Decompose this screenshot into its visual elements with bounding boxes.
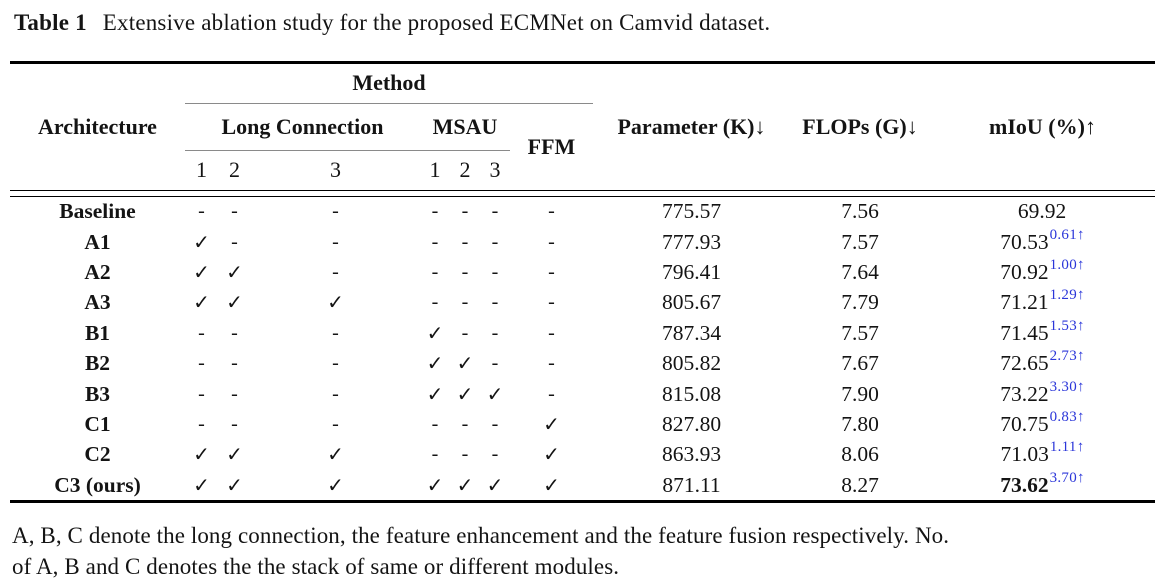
- miou-gain: 3.30↑: [1049, 378, 1085, 395]
- miou-value: 70.92: [1000, 259, 1049, 284]
- mark-cell: ✓: [456, 474, 474, 497]
- flops-cell: 7.56: [841, 199, 879, 224]
- miou-cell: [930, 409, 1155, 439]
- mark-cell: -: [198, 412, 205, 435]
- mark-cell: -: [548, 230, 555, 253]
- mark-cell: -: [431, 260, 439, 283]
- miou-value: 73.62: [1000, 472, 1049, 497]
- mark-cell: -: [461, 412, 469, 435]
- architecture-cell: C2: [84, 442, 111, 467]
- table-row: [10, 379, 1155, 409]
- mark-cell: -: [548, 291, 555, 314]
- mark-cell: ✓: [543, 413, 560, 436]
- miou-gain: 1.29↑: [1049, 287, 1085, 304]
- mark-cell: -: [491, 200, 499, 223]
- header-lc-subcol-1: 1: [196, 157, 207, 182]
- mark-cell: -: [198, 200, 205, 223]
- mark-cell: -: [491, 321, 499, 344]
- header-parameter: Parameter (K)↓: [617, 113, 766, 139]
- miou-gain: 1.53↑: [1049, 317, 1085, 334]
- flops-cell: 7.90: [841, 381, 879, 406]
- miou-cell: [930, 379, 1155, 409]
- mark-cell: ✓: [426, 474, 444, 497]
- flops-cell: 7.64: [841, 259, 879, 284]
- mark-cell: -: [491, 412, 499, 435]
- mark-cell: ✓: [193, 261, 210, 284]
- mark-cell: -: [231, 230, 238, 253]
- parameter-cell: 777.93: [661, 229, 722, 254]
- table-footnote: [12, 520, 1163, 582]
- mark-cell: -: [461, 321, 469, 344]
- header-flops: FLOPs (G)↓: [802, 113, 918, 139]
- header-method: Method: [185, 64, 593, 104]
- miou-value: 70.75: [1000, 411, 1049, 436]
- mark-cell: ✓: [226, 444, 243, 467]
- header-msau-subcol-1: 1: [429, 157, 441, 182]
- mark-cell: -: [431, 200, 439, 223]
- architecture-cell: C3 (ours): [54, 472, 141, 497]
- miou-value: 71.21: [1000, 290, 1049, 315]
- parameter-cell: 827.80: [661, 411, 722, 436]
- parameter-cell: 796.41: [661, 259, 722, 284]
- flops-cell: 7.57: [841, 229, 879, 254]
- parameter-cell: 787.34: [661, 320, 722, 345]
- mark-cell: ✓: [456, 383, 474, 406]
- table-row: [10, 197, 1155, 227]
- architecture-cell: B1: [84, 320, 111, 345]
- mark-cell: -: [332, 412, 339, 435]
- mark-cell: -: [491, 291, 499, 314]
- miou-cell: [930, 470, 1155, 500]
- mark-cell: ✓: [327, 444, 344, 467]
- miou-value: 73.22: [1000, 381, 1049, 406]
- miou-value: 71.03: [1000, 442, 1049, 467]
- header-architecture: Architecture: [38, 113, 157, 139]
- mark-cell: -: [332, 352, 339, 375]
- mark-cell: ✓: [426, 383, 444, 406]
- architecture-cell: A1: [84, 229, 111, 254]
- mark-cell: ✓: [327, 292, 344, 315]
- mark-cell: ✓: [193, 292, 210, 315]
- table-caption-label: Table 1: [14, 10, 87, 35]
- mark-cell: -: [548, 321, 555, 344]
- miou-gain: 1.11↑: [1049, 439, 1085, 456]
- mark-cell: ✓: [426, 322, 444, 345]
- mark-cell: -: [548, 352, 555, 375]
- architecture-cell: B2: [84, 351, 111, 376]
- mark-cell: -: [198, 321, 205, 344]
- mark-cell: -: [332, 260, 339, 283]
- header-ffm: FFM: [527, 133, 576, 159]
- table-row: [10, 409, 1155, 439]
- mark-cell: -: [231, 382, 238, 405]
- mark-cell: -: [198, 382, 205, 405]
- mark-cell: -: [198, 352, 205, 375]
- table-body: [10, 197, 1155, 501]
- mark-cell: ✓: [226, 261, 243, 284]
- flops-cell: 7.57: [841, 320, 879, 345]
- header-miou: mIoU (%)↑: [989, 113, 1096, 139]
- table-row: [10, 318, 1155, 348]
- table-row: [10, 288, 1155, 318]
- architecture-cell: A3: [84, 290, 111, 315]
- flops-cell: 7.67: [841, 351, 879, 376]
- mark-cell: ✓: [456, 353, 474, 376]
- mark-cell: ✓: [193, 444, 210, 467]
- mark-cell: -: [332, 230, 339, 253]
- miou-cell: [930, 318, 1155, 348]
- mark-cell: -: [548, 260, 555, 283]
- table-row: [10, 257, 1155, 287]
- parameter-cell: 815.08: [661, 381, 722, 406]
- mark-cell: -: [491, 260, 499, 283]
- mark-cell: -: [431, 443, 439, 466]
- mark-cell: ✓: [327, 474, 344, 497]
- header-msau-subcol-2: 2: [459, 157, 471, 182]
- parameter-cell: 805.67: [661, 290, 722, 315]
- mark-cell: -: [548, 382, 555, 405]
- header-msau-subcol-3: 3: [489, 157, 501, 182]
- mark-cell: ✓: [543, 474, 560, 497]
- flops-cell: 8.27: [841, 472, 879, 497]
- architecture-cell: C1: [84, 411, 111, 436]
- miou-cell: [930, 227, 1155, 257]
- mark-cell: ✓: [426, 353, 444, 376]
- header-lc-subcol-3: 3: [330, 157, 341, 182]
- mark-cell: ✓: [226, 292, 243, 315]
- mark-cell: -: [491, 230, 499, 253]
- mark-cell: -: [461, 260, 469, 283]
- miou-cell: [930, 288, 1155, 318]
- flops-cell: 8.06: [841, 442, 879, 467]
- architecture-cell: Baseline: [59, 199, 136, 224]
- table-caption-text: Extensive ablation study for the proposed ECMNet on Camvid dataset.: [102, 10, 771, 35]
- mark-cell: -: [332, 200, 339, 223]
- miou-cell: [930, 197, 1155, 227]
- table-row: [10, 227, 1155, 257]
- table-caption: [14, 10, 1163, 36]
- table-row: [10, 440, 1155, 470]
- miou-value: 72.65: [1000, 351, 1049, 376]
- miou-gain: 0.83↑: [1049, 408, 1085, 425]
- miou-value: 71.45: [1000, 320, 1049, 345]
- miou-gain: 1.00↑: [1049, 256, 1085, 273]
- architecture-cell: B3: [84, 381, 111, 406]
- mark-cell: -: [332, 382, 339, 405]
- footnote-line-2: of A, B and C denotes the the stack of same or different modules.: [12, 553, 620, 579]
- miou-gain: 3.70↑: [1049, 469, 1085, 486]
- mark-cell: -: [231, 321, 238, 344]
- table-row: [10, 470, 1155, 500]
- mark-cell: ✓: [543, 444, 560, 467]
- miou-value: 70.53: [1000, 229, 1049, 254]
- footnote-line-1: A, B, C denote the long connection, the feature enhancement and the feature fusion respectively. No.: [12, 522, 950, 548]
- parameter-cell: 871.11: [662, 472, 721, 497]
- mark-cell: -: [431, 230, 439, 253]
- mark-cell: -: [461, 230, 469, 253]
- paper-table-figure: [0, 10, 1163, 587]
- miou-cell: [930, 348, 1155, 378]
- miou-gain: 2.73↑: [1049, 348, 1085, 365]
- mark-cell: -: [231, 352, 238, 375]
- mark-cell: -: [548, 200, 555, 223]
- table-header: [10, 64, 1155, 190]
- parameter-cell: 775.57: [661, 199, 722, 224]
- ablation-table: [10, 61, 1155, 503]
- flops-cell: 7.80: [841, 411, 879, 436]
- miou-cell: [930, 440, 1155, 470]
- table-row: [10, 348, 1155, 378]
- mark-cell: -: [431, 291, 439, 314]
- mark-cell: -: [491, 352, 499, 375]
- mark-cell: ✓: [486, 383, 504, 406]
- mark-cell: -: [461, 200, 469, 223]
- mark-cell: ✓: [193, 474, 210, 497]
- mark-cell: -: [231, 200, 238, 223]
- mark-cell: -: [332, 321, 339, 344]
- header-long-connection: Long Connection: [185, 104, 420, 151]
- mark-cell: -: [491, 443, 499, 466]
- mark-cell: -: [231, 412, 238, 435]
- mark-cell: -: [461, 443, 469, 466]
- architecture-cell: A2: [84, 259, 111, 284]
- table-header-double-rule: [10, 190, 1155, 197]
- mark-cell: ✓: [486, 474, 504, 497]
- flops-cell: 7.79: [841, 290, 879, 315]
- miou-value: 69.92: [1017, 199, 1067, 224]
- miou-cell: [930, 257, 1155, 287]
- parameter-cell: 863.93: [661, 442, 722, 467]
- mark-cell: ✓: [226, 474, 243, 497]
- header-lc-subcol-2: 2: [229, 157, 240, 182]
- miou-gain: 0.61↑: [1049, 226, 1085, 243]
- mark-cell: -: [431, 412, 439, 435]
- table-bottom-rule: [10, 500, 1155, 503]
- parameter-cell: 805.82: [661, 351, 722, 376]
- mark-cell: -: [461, 291, 469, 314]
- header-msau: MSAU: [420, 104, 510, 151]
- mark-cell: ✓: [193, 231, 210, 254]
